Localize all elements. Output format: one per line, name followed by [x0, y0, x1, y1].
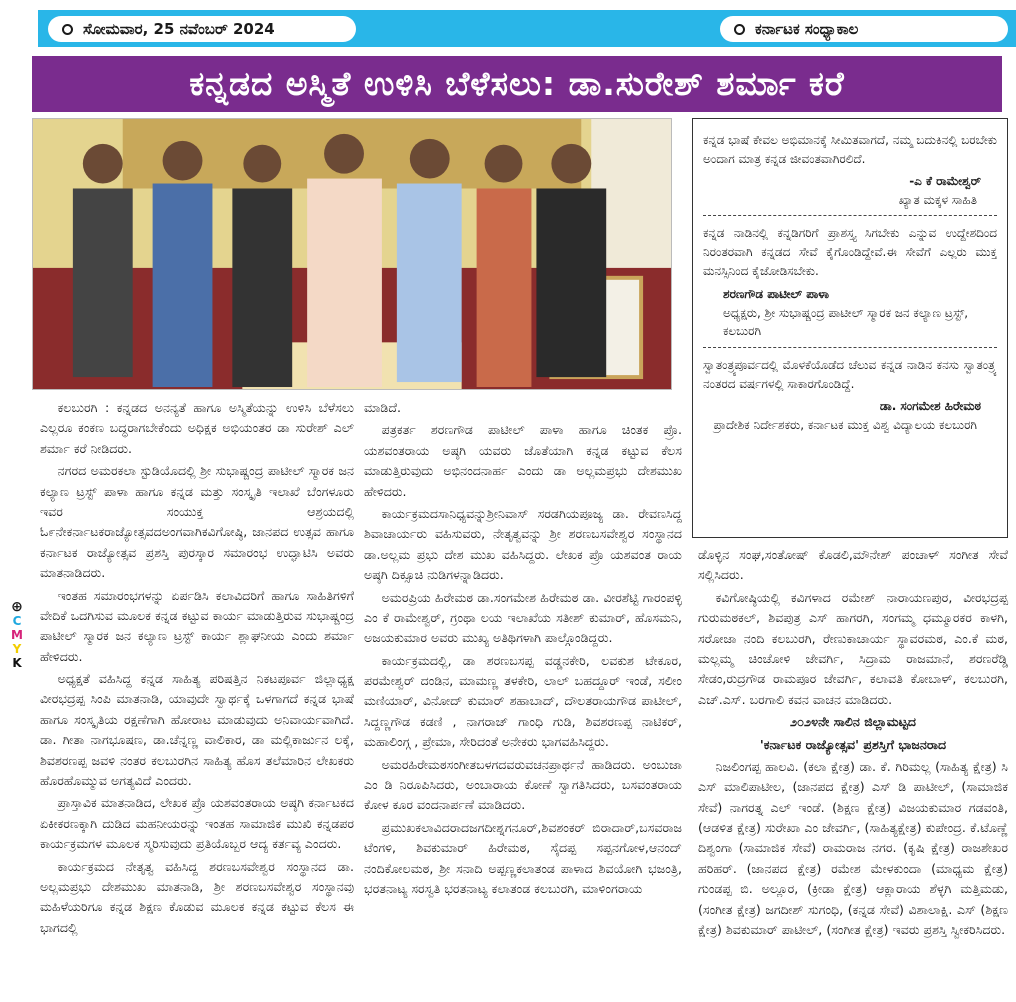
paragraph: ಕವಿಗೋಷ್ಠಿಯಲ್ಲಿ ಕವಿಗಳಾದ ರಮೇಶ್ ನಾರಾಯಣಪುರ, ವೀರಭದ್ರಪ್ಪ ಗುರುಮಠಕಲ್, ಶಿವಪುತ್ರ ಎಸ್ ಹಾಗರಗಿ, ಸಂಗಮ್ಮ ಧಮ್ಮೂರಕರ ಕಾಳಗಿ, ಸರೋಜಾ ನಂದಿ ಕಲಬುರಗಿ, ರೇಣುಕಾಚಾರ್ಯ ಸ್ಥಾವರಮಠ, ಎಂ.ಕೆ ಮಠ, ಮಲ್ಲಮ್ಮ ಚಿಂಚೋಳಿ ಜೇವರ್ಗಿ, ಸಿದ್ರಾಮ ರಾಜಮಾನೆ, ಶರಣರೆಡ್ಡಿ ಸೇಡಂ,ರುದ್ರಗೌಡ ರಾಮಪೂರ ಜೇವರ್ಗಿ, ಕಲಾವತಿ ಕೋಬಾಳ್, ಕಲಬುರಗಿ, ಎಚ್.ಎಸ್. ಬರಗಾಲಿ ಕವನ ವಾಚನ ಮಾಡಿದರು. — [698, 589, 1008, 707]
paragraph: ಕಲಬುರಗಿ : ಕನ್ನಡದ ಅನನ್ಯತೆ ಹಾಗೂ ಅಸ್ಮಿತೆಯನ್ನು ಉಳಿಸಿ ಬೆಳೆಸಲು ಎಲ್ಲರೂ ಕಂಕಣ ಬದ್ಧರಾಗಬೇಕೆಂದು ಅಧಿಕ್ಷಕ ಅಭಿಯಂತರ ಡಾ ಸುರೇಶ್ ಎಲ್ ಶರ್ಮಾ ಕರೆ ನೀಡಿದರು. — [40, 400, 354, 456]
cmyk-letter-c: C — [12, 614, 22, 628]
registration-mark-icon: ⊕ — [11, 599, 23, 615]
quote-author: -ಎ ಕೆ ರಾಮೇಶ್ವರ್ — [909, 174, 981, 189]
article-column-3 — [698, 545, 1008, 942]
paragraph: ಪತ್ರಕರ್ತ ಶರಣಗೌಡ ಪಾಟೀಲ್ ಪಾಳಾ ಹಾಗೂ ಚಿಂತಕ ಪ್ರೊ. ಯಶವಂತರಾಯ ಅಷ್ಠಗಿ ಯವರು ಜೊತೆಯಾಗಿ ಕನ್ನಡ ಕಟ್ಟುವ ಕೆಲಸ ಮಾಡುತ್ತಿರುವುದು ಅಭಿನಂದನಾರ್ಹ ಎಂದು ಡಾ ಅಲ್ಲಮಪ್ರಭು ದೇಶಮುಖ ಹೇಳಿದರು. — [364, 422, 682, 499]
quote-text: ಕನ್ನಡ ಭಾಷೆ ಕೇವಲ ಅಭಿಮಾನಕ್ಕೆ ಸೀಮಿತವಾಗದೆ, ನಮ್ಮ ಬದುಕಿನಲ್ಲಿ ಬರಬೇಕು ಅಂದಾಗ ಮಾತ್ರ ಕನ್ನಡ ಜೀವಂತವಾಗಿರಲಿದೆ. — [703, 133, 997, 166]
cmyk-letter-y: Y — [12, 642, 22, 656]
quote-2 — [703, 224, 997, 341]
cmyk-letter-k: K — [12, 656, 22, 670]
quote-author: ಶರಣಗೌಡ ಪಾಟೀಲ್ ಪಾಳಾ — [723, 287, 829, 302]
subheading: ೨೦೨೪ನೇ ಸಾಲಿನ ಜಿಲ್ಲಾಮಟ್ಟದ — [789, 714, 917, 730]
quote-1 — [703, 131, 997, 209]
paragraph: ಅಧ್ಯಕ್ಷತೆ ವಹಿಸಿದ್ದ ಕನ್ನಡ ಸಾಹಿತ್ಯ ಪರಿಷತ್ತಿನ ನಿಕಟಪೂರ್ವ ಜಿಲ್ಲಾಧ್ಯಕ್ಷ ವೀರಭದ್ರಪ್ಪ ಸಿಂಪಿ ಮಾತನಾಡಿ, ಯಾವುದೇ ಸ್ವಾರ್ಥಕ್ಕೆ ಒಳಗಾಗದೆ ಕನ್ನಡ ಭಾಷೆ ಹಾಗೂ ಸಂಸ್ಕೃತಿಯ ರಕ್ಷಣೆಗಾಗಿ ಹೋರಾಟ ಮಾಡುವುದು ಅನಿವಾರ್ಯವಾಗಿದೆ. ಡಾ. ಗೀತಾ ನಾಗಭೂಷಣ, ಡಾ.ಚೆನ್ನಣ್ಣ ವಾಲಿಕಾರ, ಡಾ ಮಲ್ಲಿಕಾರ್ಜುನ ಲಕ್ಕೆ, ಶಿವಶರಣಪ್ಪ ಜವಳಿ ನಂತರ ಕಲಬುರಗಿನ ಸಾಹಿತ್ಯ ಹೊಸ ತಲೆಮಾರಿನ ಲೇಖಕರು ಹೊರಹೊಮ್ಮುವ ಅಗತ್ಯವಿದೆ ಎಂದರು. — [40, 671, 354, 789]
paragraph: ಇಂತಹ ಸಮಾರಂಭಗಳನ್ನು ಏರ್ಪಡಿಸಿ ಕಲಾವಿದರಿಗೆ ಹಾಗೂ ಸಾಹಿತಿಗಳಿಗೆ ವೇದಿಕೆ ಒದಗಿಸುವ ಮೂಲಕ ಕನ್ನಡ ಕಟ್ಟುವ ಕಾರ್ಯ ಮಾಡುತ್ತಿರುವ ಸುಭಾಷ್ಚಂದ್ರ ಪಾಟೀಲ್ ಸ್ಮಾರಕ ಜನ ಕಲ್ಯಾಣ ಟ್ರಸ್ಟ್ ಕಾರ್ಯ ಶ್ಲಾಘನೀಯ ಎಂದು ಶರ್ಮಾ ಹೇಳಿದರು. — [40, 587, 354, 664]
quote-text: ಕನ್ನಡ ನಾಡಿನಲ್ಲಿ ಕನ್ನಡಿಗರಿಗೆ ಪ್ರಾಶಸ್ತ್ಯ ಸಿಗಬೇಕು ಎನ್ನುವ ಉದ್ದೇಶದಿಂದ ನಿರಂತರವಾಗಿ ಕನ್ನಡದ ಸೇವೆ ಕೈಗೊಂಡಿದ್ದೇವೆ.ಈ ಸೇವೆಗೆ ಎಲ್ಲರು ಮುಕ್ತ ಮನಸ್ಸಿನಿಂದ ಕೈಜೋಡಿಸಬೇಕು. — [703, 226, 997, 278]
quote-role: ಪ್ರಾದೇಶಿಕ ನಿರ್ದೇಶಕರು, ಕರ್ನಾಟಕ ಮುಕ್ತ ವಿಶ್ವ ವಿದ್ಯಾಲಯ ಕಲಬುರಗಿ — [713, 417, 977, 432]
quotes-box — [692, 118, 1008, 538]
paragraph: ಅಮರಹಿರೇಮಠಸಂಗೀತಬಳಗದವರುವಚನಪ್ರಾರ್ಥನೆ ಹಾಡಿದರು. ಅಂಬುಜಾ ಎಂ ಡಿ ನಿರೂಪಿಸಿದರು, ಅಂಬಾರಾಯ ಕೋಣೆ ಸ್ವಾಗತಿಸಿದರು, ಬಸವಂತರಾಯ ಕೋಳ ಕೂರ ವಂದನಾರ್ಪಣೆ ಮಾಡಿದರು. — [364, 756, 682, 813]
article-column-1 — [40, 398, 354, 940]
header-bar — [38, 10, 1016, 47]
paragraph: ಡೊಳ್ಳಿನ ಸಂಘ,ಸಂತೋಷ್ ಕೊಡಲಿ,ಮೌನೇಶ್ ಪಂಚಾಳ್ ಸಂಗೀತ ಸೇವೆ ಸಲ್ಲಿಸಿದರು. — [698, 547, 1008, 583]
paper-name: ಕರ್ನಾಟಕ ಸಂಧ್ಯಾಕಾಲ — [755, 20, 859, 38]
divider — [703, 215, 997, 216]
quote-3 — [703, 356, 997, 434]
quote-role: ಅಧ್ಯಕ್ಷರು, ಶ್ರೀ ಸುಭಾಷ್ಚಂದ್ರ ಪಾಟೀಲ್ ಸ್ಮಾರಕ ಜನ ಕಲ್ಯಾಣ ಟ್ರಸ್ಟ್, ಕಲಬುರಗಿ — [723, 305, 969, 339]
issue-date: ಸೋಮವಾರ, 25 ನವೆಂಬರ್ 2024 — [83, 20, 275, 38]
quote-role: ಖ್ಯಾತ ಮಕ್ಕಳ ಸಾಹಿತಿ — [898, 192, 977, 207]
cmyk-print-marks — [9, 600, 25, 670]
paragraph: ಮಾಡಿದೆ. — [364, 400, 401, 415]
paragraph: ಅಮರಪ್ರಿಯ ಹಿರೇಮಠ ಡಾ.ಸಂಗಮೇಶ ಹಿರೇಮಠ ಡಾ. ವೀರಶೆಟ್ಟಿ ಗಾರಂಪಳ್ಳಿ ಎಂ ಕೆ ರಾಮೇಶ್ವರ್, ಗ್ರಂಥಾ ಲಯ ಇಲಾಖೆಯ ಸತೀಶ್ ಕುಮಾರ್, ಹೊಸಮನಿ, ಅಜಯಕುಮಾರ ಅವರು ಮುಖ್ಯ ಅತಿಥಿಗಳಾಗಿ ಪಾಲ್ಗೊಂಡಿದ್ದರು. — [364, 589, 682, 646]
awards-paragraph: ನಿಜಲಿಂಗಪ್ಪ ಹಾಲವಿ. (ಕಲಾ ಕ್ಷೇತ್ರ) ಡಾ. ಕೆ. ಗಿರಿಮಲ್ಲ (ಸಾಹಿತ್ಯ ಕ್ಷೇತ್ರ) ಸಿ ಎಸ್ ಮಾಲಿಪಾಟೀಲ, (ಜಾನಪದ ಕ್ಷೇತ್ರ) ಎಸ್ ಡಿ ಪಾಟೀಲ್, (ಸಾಮಾಜಿಕ ಸೇವೆ) ನಾಗರತ್ನ ಎಲ್ ಇಂಡೆ. (ಶಿಕ್ಷಣ ಕ್ಷೇತ್ರ) ವಿಜಯಕುಮಾರ ಗಡವಂತಿ, (ಆಡಳಿತ ಕ್ಷೇತ್ರ) ಸುರೇಖಾ ಎಂ ಜೇವರ್ಗಿ, (ಸಾಹಿತ್ಯಕ್ಷೇತ್ರ) ಕುಪೇಂದ್ರ. ಕೆ.ಟೊಣ್ಣೆ ದಿಶ್ವಂಗಾ (ಸಾಮಾಜಿಕ ಸೇವೆ) ರಾಮರಾಜ ನಗರ. (ಕೃಷಿ ಕ್ಷೇತ್ರ) ರಾಜಶೇಖರ ಹರಿಹರ್. (ಜಾನಪದ ಕ್ಷೇತ್ರ) ರಮೇಶ ಮೇಳಕುಂದಾ (ಮಾಧ್ಯಮ ಕ್ಷೇತ್ರ) ಗುಂಡಪ್ಪ ಬಿ. ಅಲ್ಲೂರ, (ಕ್ರೀಡಾ ಕ್ಷೇತ್ರ) ಆಕ್ಲಾರಾಯ ಶೆಳ್ಳಗಿ ಮತ್ತಿಮಡು, (ಸಂಗೀತ ಕ್ಷೇತ್ರ) ಜಗದೀಶ್ ಸುಗಂಧಿ, (ಕನ್ನಡ ಸೇವೆ) ವಿಶಾಲಾಕ್ಷಿ. ಎಸ್ (ಶಿಕ್ಷಣ ಕ್ಷೇತ್ರ) ಶಿವಕುಮಾರ್ ಪಾಟೀಲ್, (ಸಂಗೀತ ಕ್ಷೇತ್ರ) ಇವರು ಪ್ರಶಸ್ತಿ ಸ್ವೀಕರಿಸಿದರು. — [698, 758, 1008, 938]
event-photo — [32, 118, 672, 390]
quote-text: ಸ್ವಾತಂತ್ರ್ಯಪೂರ್ವದಲ್ಲಿ ಮೊಳಕೆಯೊಡೆದ ಚೆಲುವ ಕನ್ನಡ ನಾಡಿನ ಕನಸು ಸ್ವಾತಂತ್ರ್ಯ ನಂತರದ ವರ್ಷಗಳಲ್ಲಿ ಸಾಕಾರಗೊಂಡಿದ್ದೆ. — [703, 357, 997, 391]
paragraph: ಕಾರ್ಯಕ್ರಮದ ನೇತೃತ್ವ ವಹಿಸಿದ್ದ ಶರಣಬಸವೇಶ್ವರ ಸಂಸ್ಥಾನದ ಡಾ. ಅಲ್ಲಮಪ್ರಭು ದೇಶಮುಖ ಮಾತನಾಡಿ, ಶ್ರೀ ಶರಣಬಸವೇಶ್ವರ ಸಂಸ್ಥಾನವು ಮಹಿಳೆಯರಿಗೂ ಕನ್ನಡ ಶಿಕ್ಷಣ ಕೊಡುವ ಮೂಲಕ ಕನ್ನಡ ಕಟ್ಟುವ ಕೆಲಸ ಈ ಭಾಗದಲ್ಲಿ — [40, 858, 354, 935]
paragraph: ಪ್ರಾಸ್ತಾವಿಕ ಮಾತನಾಡಿದ, ಲೇಖಕ ಪ್ರೊ ಯಶವಂತರಾಯ ಅಷ್ಠಗಿ ಕರ್ನಾಟಕದ ಏಕೀಕರಣಕ್ಕಾಗಿ ದುಡಿದ ಮಹನೀಯರನ್ನು ಇಂತಹ ಸಾಮಾಜಿಕ ಮುಖಿ ಕನ್ನಡಪರ ಕಾರ್ಯಕ್ರಮಗಳ ಮೂಲಕ ಸ್ಮರಿಸುವುದು ಪ್ರತಿಯೊಬ್ಬರ ಆದ್ಯ ಕರ್ತವ್ಯ ಎಂದರು. — [40, 795, 354, 852]
event-photo-graphic — [33, 119, 671, 389]
paragraph: ಕಾರ್ಯಕ್ರಮದಲ್ಲಿ, ಡಾ ಶರಣಬಸಪ್ಪ ವಡ್ಡನಕೇರಿ, ಲವಕುಶ ಟೇಕೂರ, ಪರಮೇಶ್ವರ್ ದಂಡಿನ, ಮಾಮಣ್ಣ ತಳಕೇರಿ, ಲಾಲ್ ಬಹದ್ದೂರ್ ಇಂಡೆ, ಸಲೀಂ ಮಣಿಯಾರ್, ವಿನೋದ್ ಕುಮಾರ್ ಶಹಾಬಾದ್, ದೌಲತರಾಯಗೌಡ ಪಾಟೀಲ್, ಸಿದ್ದಣ್ಣಗೌಡ ಕಡಣಿ , ನಾಗರಾಜ್ ಗಾಂಧಿ ಗುಡಿ, ಶಿವಶರಣಪ್ಪ ನಾಟಿಕರ್, ಮಹಾಲಿಂಗ್ಗ , ಪ್ರೇಮಾ, ಸೇರಿದಂತೆ ಅನೇಕರು ಭಾಗವಹಿಸಿದ್ದರು. — [364, 652, 682, 750]
article-column-2 — [364, 398, 682, 901]
paper-name-pill — [720, 16, 1008, 42]
paragraph: ಪ್ರಮುಖಕಲಾವಿದರಾದಜಗದೀಶ್ನಗನೂರ್,ಶಿವಶಂಕರ್ ಬಿರಾದಾರ್,ಬಸವರಾಜ ಟೆಂಗಳಿ, ಶಿವಕುಮಾರ್ ಹಿರೇಮಠ, ಸೈದಪ್ಪ ಸಪ್ಪನಗೋಳ,ಆನಂದ್ ನಂದಿಕೋಲಮಠ, ಶ್ರೀ ಸನಾದಿ ಅಪ್ಪಣ್ಣಕಲಾತಂಡ ಪಾಳಾದ ಶಿವಯೋಗಿ ಭಜಂತ್ರಿ, ಭರತನಾಟ್ಯ ಸರಸ್ವತಿ ಭರತನಾಟ್ಯ ಕಲಾತಂಡ ಕಲಬುರಗಿ, ಮಾಳಿಂಗರಾಯ — [364, 819, 682, 896]
headline: ಕನ್ನಡದ ಅಸ್ಮಿತೆ ಉಳಿಸಿ ಬೆಳೆಸಲು: ಡಾ.ಸುರೇಶ್ ಶರ್ಮಾ ಕರೆ — [32, 56, 1002, 112]
paragraph: ಕಾರ್ಯಕ್ರಮದಸಾನಿಧ್ಯವನ್ನುಶ್ರೀನಿವಾಸ್ ಸರಡಗಿಯಪೂಜ್ಯ ಡಾ. ರೇವಣಸಿದ್ದ ಶಿವಾಚಾರ್ಯರು ವಹಿಸುವರು, ನೇತೃತ್ವವನ್ನು ಶ್ರೀ ಶರಣಬಸವೇಶ್ವರ ಸಂಸ್ಥಾನದ ಡಾ.ಅಲ್ಲಮ ಪ್ರಭು ದೇಶ ಮುಖ ವಹಿಸಿದ್ದರು. ಲೇಖಕ ಪ್ರೊ ಯಶವಂತ ರಾಯ ಅಷ್ಠಗಿ ದಿಕ್ಸೂಚಿ ನುಡಿಗಳನ್ನಾಡಿದರು. — [364, 505, 682, 583]
circle-icon — [734, 24, 745, 35]
divider — [703, 347, 997, 348]
paragraph: ನಗರದ ಅಮರಕಲಾ ಸ್ಟುಡಿಯೊದಲ್ಲಿ ಶ್ರೀ ಸುಭಾಷ್ಚಂದ್ರ ಪಾಟೀಲ್ ಸ್ಮಾರಕ ಜನ ಕಲ್ಯಾಣ ಟ್ರಸ್ಟ್ ಪಾಳಾ ಹಾಗೂ ಕನ್ನಡ ಮತ್ತು ಸಂಸ್ಕೃತಿ ಇಲಾಖೆ ಬೆಂಗಳೂರು ಇವರ ಸಂಯುಕ್ತ ಆಶ್ರಯದಲ್ಲಿ ಓ೯ನೇಕರ್ನಾಟಕರಾಜ್ಯೋತ್ಸವದಅಂಗವಾಗಿಕವಿಗೋಷ್ಠಿ, ಜಾನಪದ ಉತ್ಸವ ಹಾಗೂ ಕರ್ನಾಟಕ ರಾಜ್ಯೋತ್ಸವ ಪ್ರಶಸ್ತಿ ಪುರಸ್ಕಾರ ಸಮಾರಂಭ ಉದ್ಘಾಟಿಸಿ ಅವರು ಮಾತನಾಡಿದರು. — [40, 463, 354, 581]
date-pill — [48, 16, 356, 42]
cmyk-letter-m: M — [11, 628, 23, 642]
circle-icon — [62, 24, 73, 35]
quote-author: ಡಾ. ಸಂಗಮೇಶ ಹಿರೇಮಠ — [879, 399, 981, 414]
subheading: 'ಕರ್ನಾಟಕ ರಾಜ್ಯೋತ್ಸವ' ಪ್ರಶಸ್ತಿಗೆ ಭಾಜನರಾದ — [759, 736, 947, 752]
